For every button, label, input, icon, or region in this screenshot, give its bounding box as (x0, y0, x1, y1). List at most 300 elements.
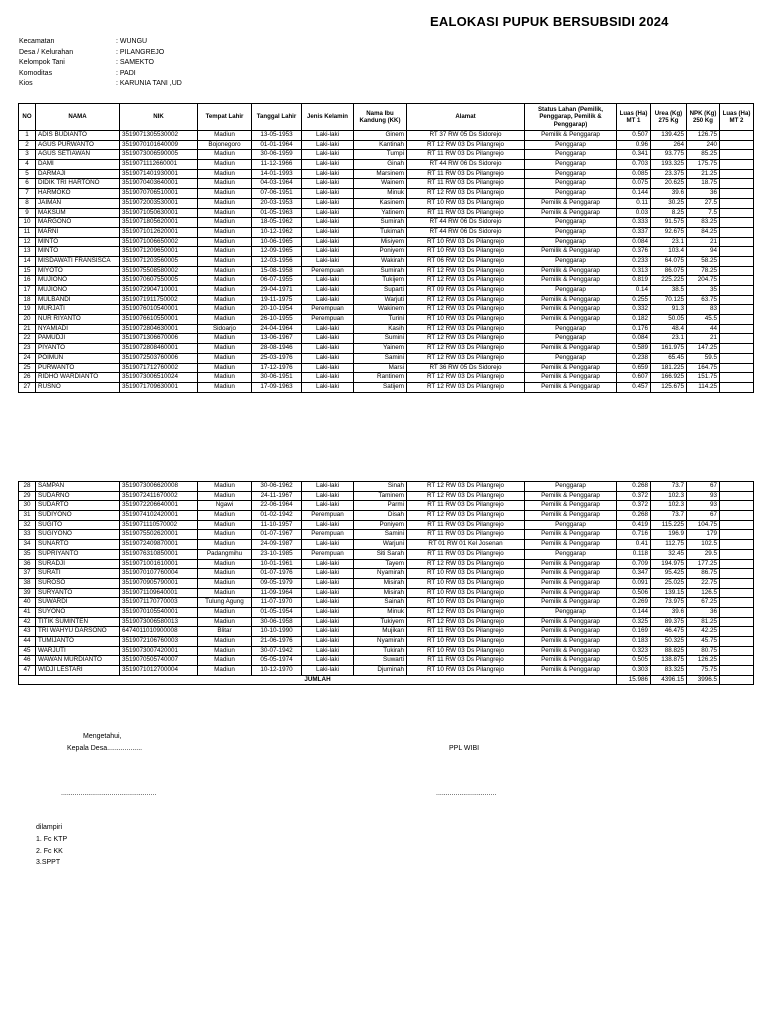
table-cell (720, 637, 754, 647)
table-cell: Madiun (198, 295, 252, 305)
table-cell (720, 598, 754, 608)
table-cell: TUMIJANTO (36, 637, 120, 647)
column-header: Tanggal Lahir (252, 104, 302, 131)
table-cell: 175.75 (687, 160, 720, 170)
table-cell: 13 (19, 247, 36, 257)
table-cell: Warjuti (354, 295, 407, 305)
table-cell: Laki-laki (302, 227, 354, 237)
table-cell: RT 12 RW 03 Ds Pilangrejo (407, 334, 525, 344)
mengetahui-label: Mengetahui, (83, 733, 122, 740)
table-cell: SURYANTO (36, 588, 120, 598)
table-cell: RT 12 RW 03 Ds Pilangrejo (407, 617, 525, 627)
table-cell: Madiun (198, 305, 252, 315)
table-cell: Laki-laki (302, 218, 354, 228)
table-cell: Perempuan (302, 530, 354, 540)
table-cell: 15-08-1958 (252, 266, 302, 276)
table-cell: MUJIONO (36, 286, 120, 296)
table-cell: 73.7 (651, 482, 687, 492)
table-cell: 29-04-1971 (252, 286, 302, 296)
table-cell (720, 666, 754, 676)
table-cell: Laki-laki (302, 607, 354, 617)
table-cell (720, 276, 754, 286)
table-cell: Pemilik & Penggarap (525, 646, 617, 656)
table-cell (720, 607, 754, 617)
table-cell: 0.332 (617, 305, 651, 315)
table-cell: 0.14 (617, 286, 651, 296)
table-cell (720, 227, 754, 237)
table-cell: 29.5 (687, 549, 720, 559)
table-cell: 18 (19, 295, 36, 305)
table-cell: Misirah (354, 588, 407, 598)
table-cell: Laki-laki (302, 286, 354, 296)
table-cell: 0.337 (617, 227, 651, 237)
table-cell: 30-07-1942 (252, 646, 302, 656)
table-cell: 0.607 (617, 373, 651, 383)
table-cell: Madiun (198, 256, 252, 266)
table-cell: 3519073006590005 (120, 150, 198, 160)
table-cell: 23.1 (651, 237, 687, 247)
table-cell: RT 10 RW 03 Ds Pilangrejo (407, 198, 525, 208)
table-cell: 67 (687, 482, 720, 492)
table-cell: 23.1 (651, 334, 687, 344)
table-cell: Penggarap (525, 150, 617, 160)
table-cell: Wakinem (354, 305, 407, 315)
table-cell: 0.03 (617, 208, 651, 218)
signature-line-ppl: ............................... (436, 790, 497, 797)
table-cell: Pemilik & Penggarap (525, 530, 617, 540)
table-cell: 3519071712760002 (120, 363, 198, 373)
table-cell: 17 (19, 286, 36, 296)
table-cell: 0.255 (617, 295, 651, 305)
table-cell: Pemilik & Penggarap (525, 598, 617, 608)
table-cell: Tukirah (354, 646, 407, 656)
table-cell (720, 491, 754, 501)
table-row (19, 373, 754, 383)
table-cell: 48.4 (651, 324, 687, 334)
table-cell: 17-09-1963 (252, 382, 302, 392)
table-cell: Madiun (198, 198, 252, 208)
table-row (19, 549, 754, 559)
table-cell: Laki-laki (302, 646, 354, 656)
table-cell: 18.75 (687, 179, 720, 189)
table-row (19, 501, 754, 511)
meta-value: : PILANGREJO (116, 48, 165, 56)
table-cell: Pemilik & Penggarap (525, 627, 617, 637)
table-cell: 166.925 (651, 373, 687, 383)
table-cell: PIYANTO (36, 344, 120, 354)
table-cell: 3519071306670006 (120, 334, 198, 344)
table-cell: Pemilik & Penggarap (525, 656, 617, 666)
table-cell: Nyamirah (354, 569, 407, 579)
table-cell: 8.25 (651, 208, 687, 218)
table-cell: 0.268 (617, 482, 651, 492)
table-cell (720, 189, 754, 199)
table-cell: 27.5 (687, 198, 720, 208)
table-cell: Laki-laki (302, 276, 354, 286)
table-cell: 0.41 (617, 540, 651, 550)
table-cell: 0.091 (617, 578, 651, 588)
table-cell: Minuk (354, 189, 407, 199)
table-cell: Yatinem (354, 208, 407, 218)
table-cell: Perempuan (302, 305, 354, 315)
table-cell: RT 12 RW 03 Ds Pilangrejo (407, 559, 525, 569)
table-cell: SUWARDI (36, 598, 120, 608)
table-cell: 3519073006510024 (120, 373, 198, 383)
column-header: Tempat Lahir (198, 104, 252, 131)
table-cell: 3519070706510001 (120, 189, 198, 199)
table-cell: 0.182 (617, 315, 651, 325)
table-cell: SAMPAN (36, 482, 120, 492)
table-cell: Laki-laki (302, 295, 354, 305)
table-cell: RT 11 RW 03 Ds Pilangrejo (407, 150, 525, 160)
table-cell: 151.75 (687, 373, 720, 383)
table-cell: 126.5 (687, 588, 720, 598)
table-cell: 44 (687, 324, 720, 334)
table-cell: MULBANDI (36, 295, 120, 305)
table-cell: Pemilik & Penggarap (525, 344, 617, 354)
meta-label: Kecamatan (19, 38, 55, 45)
table-row (19, 646, 754, 656)
table-cell (720, 530, 754, 540)
table-row (19, 198, 754, 208)
table-cell: Laki-laki (302, 540, 354, 550)
table-cell: 10-01-1961 (252, 559, 302, 569)
meta-value: : PADI (116, 69, 136, 77)
table-cell (720, 131, 754, 141)
table-cell: Madiun (198, 344, 252, 354)
table-cell: 27 (19, 382, 36, 392)
table-row (19, 169, 754, 179)
table-cell: MARNI (36, 227, 120, 237)
table-cell (720, 286, 754, 296)
table-cell: 147.25 (687, 344, 720, 354)
table-cell: 0.333 (617, 218, 651, 228)
table-cell: 0.176 (617, 324, 651, 334)
table-cell: Pemilik & Penggarap (525, 559, 617, 569)
table-cell: 36 (687, 189, 720, 199)
table-row (19, 363, 754, 373)
table-cell: Pemilik & Penggarap (525, 578, 617, 588)
table-cell: MIYOTO (36, 266, 120, 276)
table-cell: 5 (19, 169, 36, 179)
table-cell: 22.75 (687, 578, 720, 588)
table-cell: Ginah (354, 160, 407, 170)
table-cell: Laki-laki (302, 588, 354, 598)
table-cell: Mujikan (354, 627, 407, 637)
table-cell: 3519071112660001 (120, 160, 198, 170)
allocation-table-2 (18, 481, 754, 685)
table-cell: Sainah (354, 598, 407, 608)
table-cell: 91.575 (651, 218, 687, 228)
table-cell: Parmi (354, 501, 407, 511)
table-cell: Pemilik & Penggarap (525, 266, 617, 276)
table-cell: 0.075 (617, 179, 651, 189)
table-cell (720, 305, 754, 315)
table-cell: Samini (354, 530, 407, 540)
table-cell (720, 382, 754, 392)
table-row (19, 607, 754, 617)
table-cell: Laki-laki (302, 353, 354, 363)
table-row (19, 569, 754, 579)
table-row (19, 491, 754, 501)
table-cell: 0.238 (617, 353, 651, 363)
table-cell: RT 11 RW 03 Ds Pilangrejo (407, 627, 525, 637)
table-cell: RT 11 RW 03 Ds Pilangrejo (407, 208, 525, 218)
table-cell: RT 36 RW 05 Ds Sidorejo (407, 363, 525, 373)
table-cell: Siti Sarah (354, 549, 407, 559)
table-cell (720, 198, 754, 208)
table-cell: Pemilik & Penggarap (525, 247, 617, 257)
meta-label: Desa / Kelurahan (19, 48, 74, 56)
table-cell: Laki-laki (302, 344, 354, 354)
table-cell: DAMI (36, 160, 120, 170)
table-cell: 40 (19, 598, 36, 608)
table-cell: Perempuan (302, 266, 354, 276)
table-cell: 0.118 (617, 549, 651, 559)
table-cell: Laki-laki (302, 169, 354, 179)
table-row (19, 344, 754, 354)
column-header: NPK (Kg) 250 Kg (687, 104, 720, 131)
table-cell: 80.75 (687, 646, 720, 656)
table-cell: Madiun (198, 373, 252, 383)
table-cell: 194.975 (651, 559, 687, 569)
table-cell: 3519070105540001 (120, 607, 198, 617)
table-cell: DIDIK TRI HARTONO (36, 179, 120, 189)
table-cell: Nyamirah (354, 637, 407, 647)
table-cell: Sinah (354, 482, 407, 492)
table-cell: 2 (19, 140, 36, 150)
table-row (19, 189, 754, 199)
table-cell: ADIS BUDIANTO (36, 131, 120, 141)
table-cell: Tukimah (354, 227, 407, 237)
table-cell: Madiun (198, 520, 252, 530)
table-cell: Pemilik & Penggarap (525, 373, 617, 383)
table-cell: RT 12 RW 03 Ds Pilangrejo (407, 382, 525, 392)
table-cell: Laki-laki (302, 324, 354, 334)
table-cell: 3519071012620001 (120, 227, 198, 237)
table-cell: Madiun (198, 559, 252, 569)
table-cell: SUDIYONO (36, 511, 120, 521)
table-cell: MISDAWATI FRANSISCA (36, 256, 120, 266)
table-cell: 3519071203560005 (120, 256, 198, 266)
table-cell (720, 179, 754, 189)
table-cell: 193.325 (651, 160, 687, 170)
table-cell: Pemilik & Penggarap (525, 131, 617, 141)
table-cell: 16 (19, 276, 36, 286)
table-cell: 0.144 (617, 189, 651, 199)
table-cell: SUYONO (36, 607, 120, 617)
table-cell: 0.96 (617, 140, 651, 150)
table-cell (720, 569, 754, 579)
table-cell (720, 511, 754, 521)
table-cell: 3519071012700004 (120, 666, 198, 676)
table-cell: 59.5 (687, 353, 720, 363)
table-cell (720, 559, 754, 569)
totals-row (19, 675, 754, 685)
table-cell: 47 (19, 666, 36, 676)
table-cell: 0.372 (617, 501, 651, 511)
table-cell: RT 11 RW 03 Ds Pilangrejo (407, 656, 525, 666)
table-cell: 20-10-1954 (252, 305, 302, 315)
table-cell: Satijem (354, 382, 407, 392)
table-cell: MINTO (36, 237, 120, 247)
table-cell: 3519072808460001 (120, 344, 198, 354)
table-cell: Madiun (198, 276, 252, 286)
table-cell: 3519071001610001 (120, 559, 198, 569)
table-cell: 21 (687, 237, 720, 247)
table-cell (720, 656, 754, 666)
table-cell: 3519071110570002 (120, 520, 198, 530)
table-cell: 04-03-1964 (252, 179, 302, 189)
table-cell: Laki-laki (302, 334, 354, 344)
table-cell: MAKSUM (36, 208, 120, 218)
table-cell: 0.819 (617, 276, 651, 286)
table-cell: 3519072411670002 (120, 491, 198, 501)
table-cell: RT 44 RW 06 Ds Sidorejo (407, 160, 525, 170)
table-cell: Pemilik & Penggarap (525, 363, 617, 373)
table-cell: 21-06-1976 (252, 637, 302, 647)
table-cell: RT 12 RW 03 Ds Pilangrejo (407, 511, 525, 521)
table-row (19, 627, 754, 637)
table-cell: Pemilik & Penggarap (525, 501, 617, 511)
table-cell: 09-05-1979 (252, 578, 302, 588)
table-cell: 3519075508580002 (120, 266, 198, 276)
table-cell: 24-11-1967 (252, 491, 302, 501)
table-cell: 0.325 (617, 617, 651, 627)
table-cell: 39.6 (651, 607, 687, 617)
kepala-desa-label: Kepala Desa.................. (67, 745, 143, 752)
table-cell: 30 (19, 501, 36, 511)
table-cell: RT 10 RW 03 Ds Pilangrejo (407, 247, 525, 257)
table-cell: RT 11 RW 03 Ds Pilangrejo (407, 169, 525, 179)
table-cell: 3519071006650002 (120, 237, 198, 247)
table-cell (720, 256, 754, 266)
table-cell: 0.376 (617, 247, 651, 257)
table-cell: 0.084 (617, 334, 651, 344)
table-cell: 73.7 (651, 511, 687, 521)
table-cell (720, 334, 754, 344)
table-cell: 21 (19, 324, 36, 334)
table-cell: 01-01-1964 (252, 140, 302, 150)
table-cell: Madiun (198, 530, 252, 540)
table-cell (720, 627, 754, 637)
table-cell: 45.75 (687, 637, 720, 647)
table-cell: RT 10 RW 03 Ds Pilangrejo (407, 237, 525, 247)
table-cell: Pemilik & Penggarap (525, 617, 617, 627)
table-cell: JAIMAN (36, 198, 120, 208)
table-cell: RT 12 RW 03 Ds Pilangrejo (407, 353, 525, 363)
table-cell: RT 09 RW 03 Ds Pilangrejo (407, 286, 525, 296)
table-cell: Sumini (354, 334, 407, 344)
table-cell: NUR RIYANTO (36, 315, 120, 325)
table-cell: 1 (19, 131, 36, 141)
table-row (19, 530, 754, 540)
table-cell: 3519071305530002 (120, 131, 198, 141)
table-cell: 225.225 (651, 276, 687, 286)
table-cell (720, 549, 754, 559)
meta-label: Kios (19, 80, 33, 88)
table-cell: 06-07-1955 (252, 276, 302, 286)
table-cell: WAWAN MURDIANTO (36, 656, 120, 666)
table-cell: Penggarap (525, 482, 617, 492)
table-cell: 3519071050630001 (120, 208, 198, 218)
table-cell: Perempuan (302, 549, 354, 559)
column-header: Luas (Ha) MT 1 (617, 104, 651, 131)
meta-row (19, 79, 316, 90)
table-cell (720, 140, 754, 150)
table-cell: 88.825 (651, 646, 687, 656)
table-row (19, 286, 754, 296)
table-cell: Warjuni (354, 540, 407, 550)
table-cell: 39.6 (651, 189, 687, 199)
table-cell: 6 (19, 179, 36, 189)
table-cell: Laki-laki (302, 382, 354, 392)
table-cell: Rantinem (354, 373, 407, 383)
table-cell: 3519076010540001 (120, 305, 198, 315)
table-cell: Madiun (198, 189, 252, 199)
table-cell (720, 646, 754, 656)
table-cell: RT 10 RW 03 Ds Pilangrejo (407, 578, 525, 588)
table-cell: Ngawi (198, 501, 252, 511)
table-row (19, 179, 754, 189)
table-row (19, 160, 754, 170)
table-cell: 138.875 (651, 656, 687, 666)
table-cell: Suwarti (354, 656, 407, 666)
table-cell: 3519075502620001 (120, 530, 198, 540)
table-cell: 32 (19, 520, 36, 530)
table-cell: 0.11 (617, 198, 651, 208)
table-cell: Penggarap (525, 520, 617, 530)
table-cell: 93 (687, 491, 720, 501)
table-row (19, 276, 754, 286)
table-cell: Wainem (354, 179, 407, 189)
table-cell: Minuk (354, 607, 407, 617)
meta-info (19, 37, 316, 90)
table-cell: 19-11-1975 (252, 295, 302, 305)
column-header: Status Lahan (Pemilik, Penggarap, Pemilik & Penggarap) (525, 104, 617, 131)
table-cell: Laki-laki (302, 373, 354, 383)
table-row (19, 256, 754, 266)
document-title: EALOKASI PUPUK BERSUBSIDI 2024 (430, 14, 669, 29)
table-cell: 0.233 (617, 256, 651, 266)
table-cell: Laki-laki (302, 150, 354, 160)
table-cell: 3519070905790001 (120, 578, 198, 588)
table-cell: 28-08-1946 (252, 344, 302, 354)
table-row (19, 334, 754, 344)
table-cell: 29 (19, 491, 36, 501)
table-cell: 23-10-1985 (252, 549, 302, 559)
table-cell: 0.589 (617, 344, 651, 354)
table-cell: 38.5 (651, 286, 687, 296)
table-cell: 3519074102420001 (120, 511, 198, 521)
table-cell: SUDARNO (36, 491, 120, 501)
table-cell: 0.505 (617, 656, 651, 666)
table-cell: 42 (19, 617, 36, 627)
table-cell: Laki-laki (302, 617, 354, 627)
table-cell: RT 12 RW 03 Ds Pilangrejo (407, 276, 525, 286)
table-cell: AGUS SETIAWAN (36, 150, 120, 160)
table-cell: Laki-laki (302, 627, 354, 637)
table-cell: Madiun (198, 218, 252, 228)
table-row (19, 511, 754, 521)
table-cell: Turini (354, 315, 407, 325)
table-cell: Suparti (354, 286, 407, 296)
table-cell (720, 208, 754, 218)
table-cell: 7.5 (687, 208, 720, 218)
table-cell: Madiun (198, 607, 252, 617)
attachment-label: dilampiri (36, 824, 63, 831)
table-cell: 3519070107760004 (120, 569, 198, 579)
